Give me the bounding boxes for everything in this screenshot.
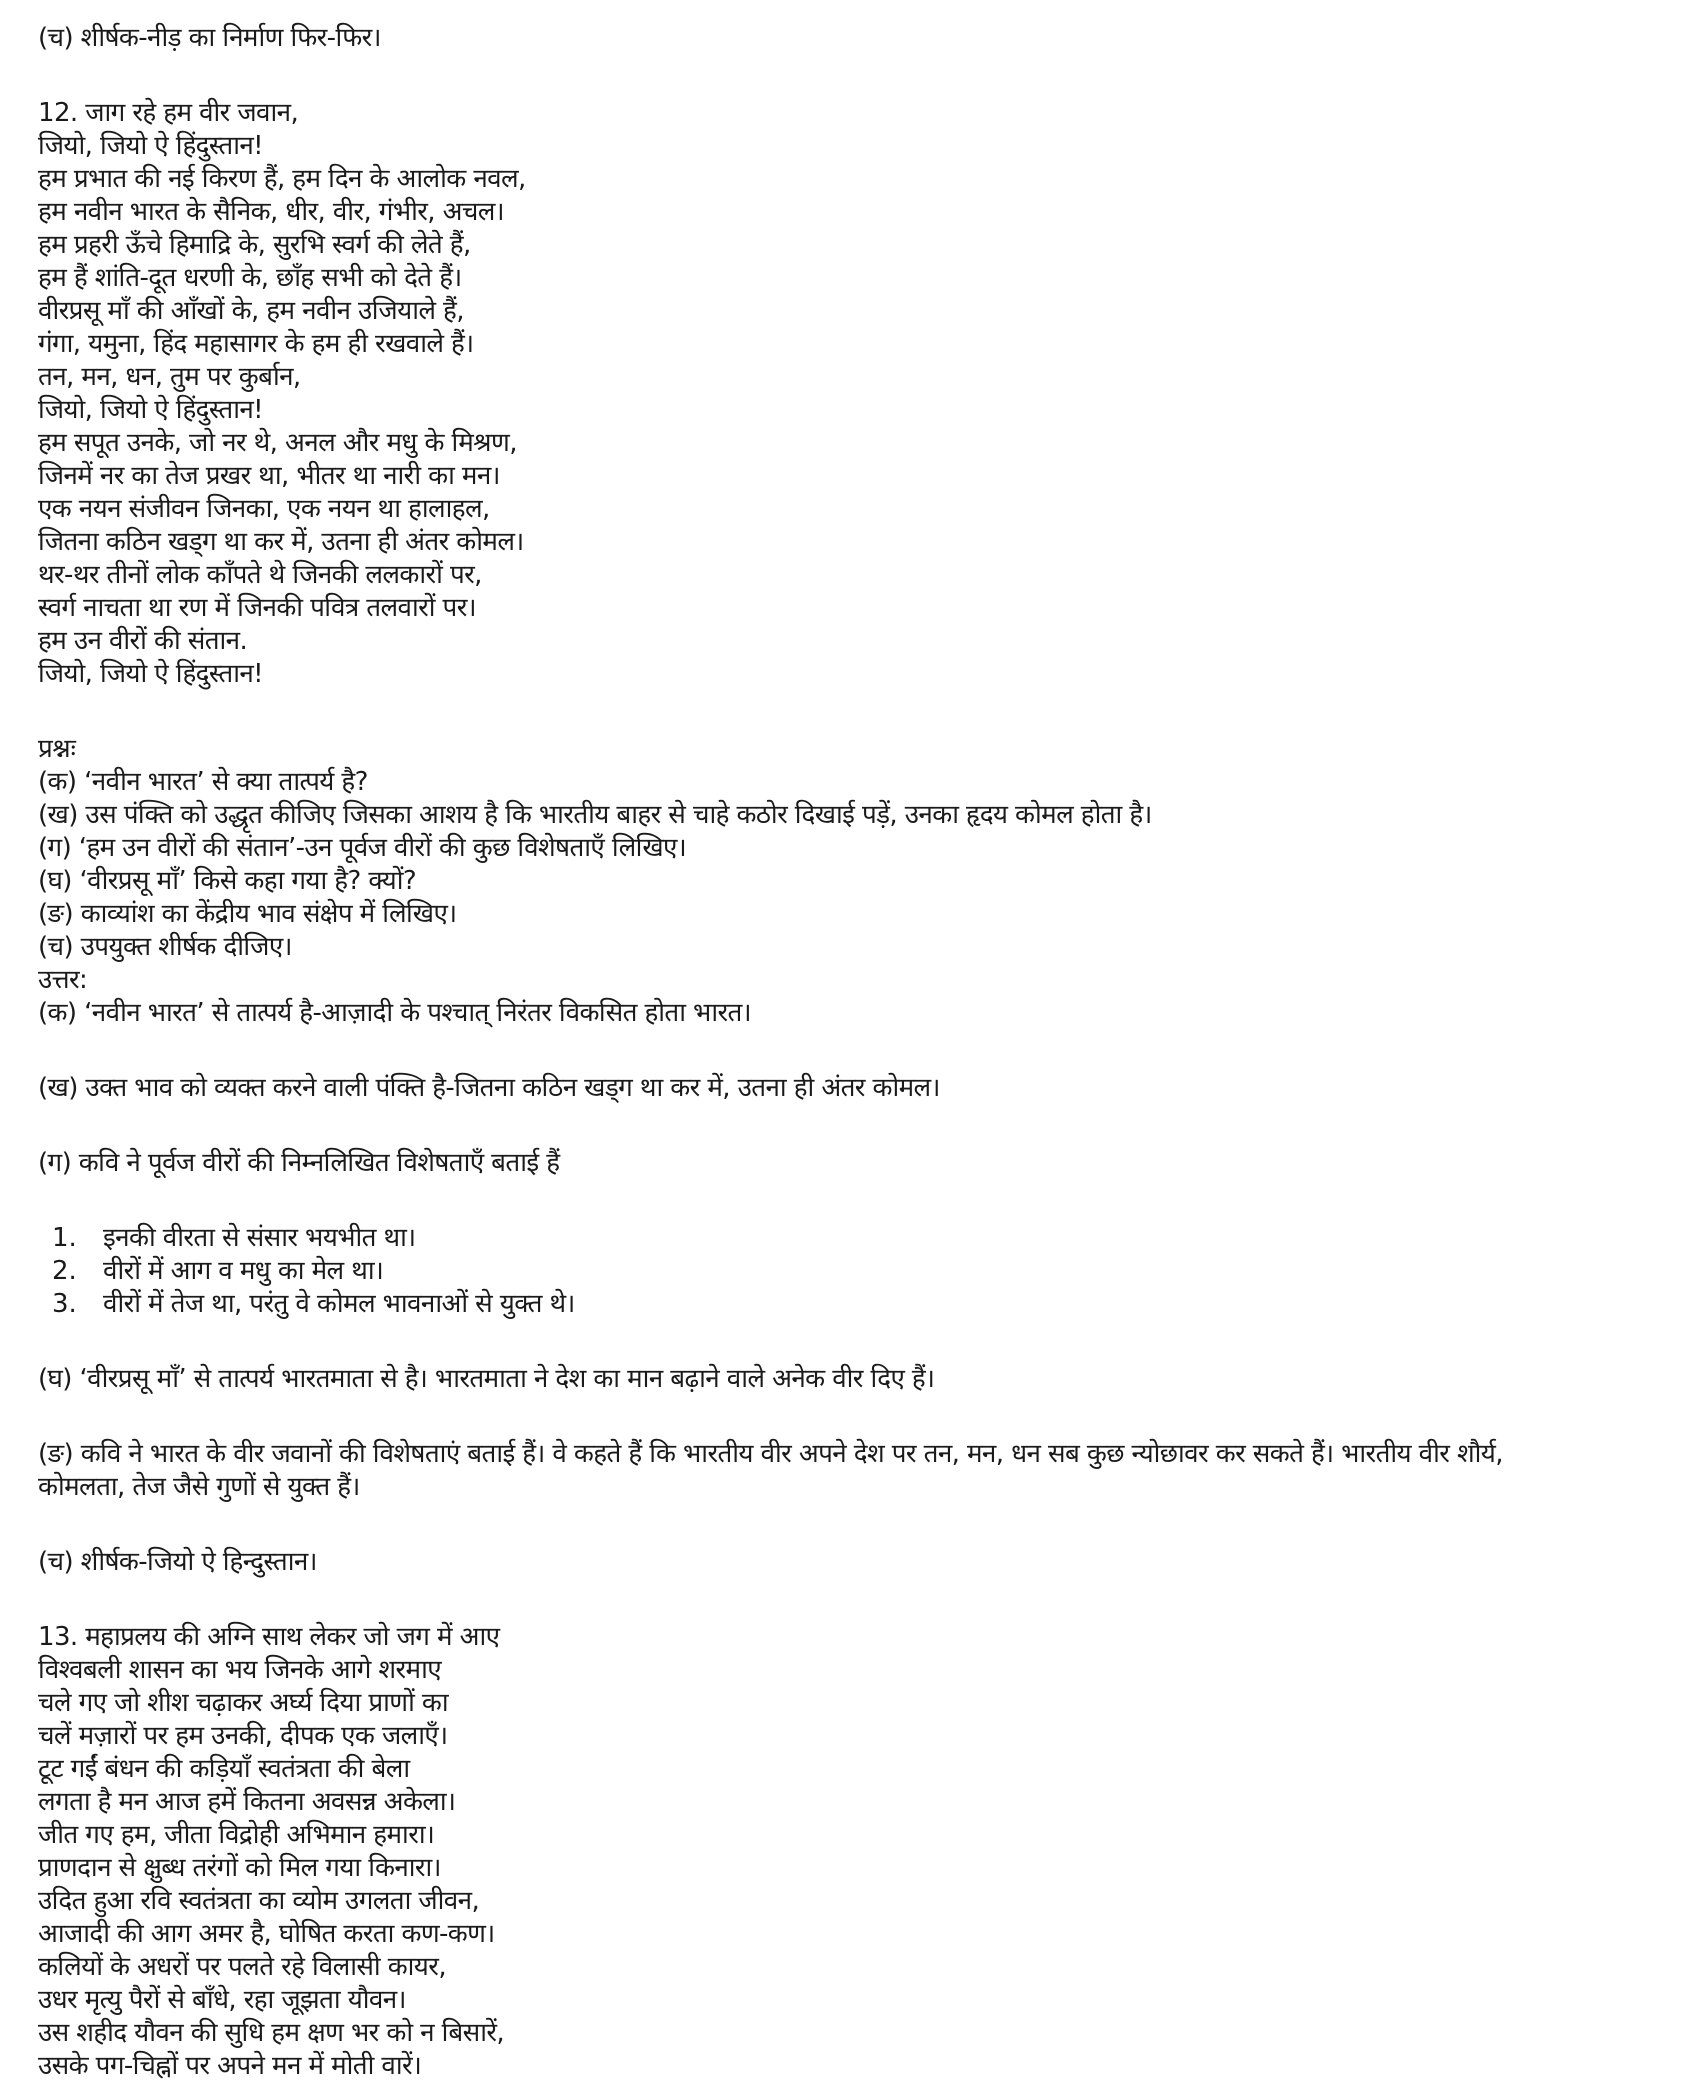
poem-line: जितना कठिन खड्ग था कर में, उतना ही अंतर कोमल। xyxy=(38,527,524,557)
poem-line: उस शहीद यौवन की सुधि हम क्षण भर को न बिसारें, xyxy=(38,2018,505,2048)
poem-line: 12. जाग रहे हम वीर जवान, xyxy=(38,98,299,128)
answer-gha: (घ) ‘वीरप्रसू माँ’ से तात्पर्य भारतमाता से है। भारतमाता ने देश का मान बढ़ाने वाले अनेक वीर दिए हैं। xyxy=(38,1364,935,1394)
answer-kha: (ख) उक्त भाव को व्यक्त करने वाली पंक्ति है-जितना कठिन खड्ग था कर में, उतना ही अंतर कोमल। xyxy=(38,1073,940,1103)
poem-line: जियो, जियो ऐ हिंदुस्तान! xyxy=(38,131,263,161)
question-item: (च) उपयुक्त शीर्षक दीजिए। xyxy=(38,932,292,962)
poem-line: जीत गए हम, जीता विद्रोही अभिमान हमारा। xyxy=(38,1820,435,1850)
poem-line: हम प्रहरी ऊँचे हिमाद्रि के, सुरभि स्वर्ग की लेते हैं, xyxy=(38,230,471,260)
poem-line: एक नयन संजीवन जिनका, एक नयन था हालाहल, xyxy=(38,494,490,524)
list-item-text: वीरों में आग व मधु का मेल था। xyxy=(103,1256,384,1286)
poem-line: टूट गईं बंधन की कड़ियाँ स्वतंत्रता की बेला xyxy=(38,1754,410,1784)
answers-heading: उत्तर: xyxy=(38,965,88,995)
poem-line: जियो, जियो ऐ हिंदुस्तान! xyxy=(38,659,263,689)
list-item-number: 3. xyxy=(52,1289,77,1319)
list-item-text: इनकी वीरता से संसार भयभीत था। xyxy=(103,1223,416,1253)
answer-cha: (च) शीर्षक-जियो ऐ हिन्दुस्तान। xyxy=(38,1547,317,1577)
question-item: (घ) ‘वीरप्रसू माँ’ किसे कहा गया है? क्यों? xyxy=(38,866,417,896)
poem-line: कलियों के अधरों पर पलते रहे विलासी कायर, xyxy=(38,1952,446,1982)
poem-line: उदित हुआ रवि स्वतंत्रता का व्योम उगलता जीवन, xyxy=(38,1886,480,1916)
poem-line: प्राणदान से क्षुब्ध तरंगों को मिल गया किनारा। xyxy=(38,1853,441,1883)
poem-line: चलें मज़ारों पर हम उनकी, दीपक एक जलाएँ। xyxy=(38,1721,448,1751)
questions-heading: प्रश्नः xyxy=(38,734,76,764)
poem-line: हम प्रभात की नई किरण हैं, हम दिन के आलोक नवल, xyxy=(38,164,526,194)
answer-nga-line-2: कोमलता, तेज जैसे गुणों से युक्त हैं। xyxy=(38,1472,360,1502)
poem-line: 13. महाप्रलय की अग्नि साथ लेकर जो जग में आए xyxy=(38,1622,500,1652)
previous-title-answer: (च) शीर्षक-नीड़ का निर्माण फिर-फिर। xyxy=(38,23,381,53)
answer-ka: (क) ‘नवीन भारत’ से तात्पर्य है-आज़ादी के पश्चात् निरंतर विकसित होता भारत। xyxy=(38,998,751,1028)
poem-line: जिनमें नर का तेज प्रखर था, भीतर था नारी का मन। xyxy=(38,461,500,491)
poem-line: हम उन वीरों की संतान. xyxy=(38,626,248,656)
question-item: (ग) ‘हम उन वीरों की संतान’-उन पूर्वज वीरों की कुछ विशेषताएँ लिखिए। xyxy=(38,833,687,863)
poem-line: लगता है मन आज हमें कितना अवसन्न अकेला। xyxy=(38,1787,456,1817)
poem-line: हम सपूत उनके, जो नर थे, अनल और मधु के मिश्रण, xyxy=(38,428,517,458)
poem-line: तन, मन, धन, तुम पर कुर्बान, xyxy=(38,362,301,392)
poem-line: हम हैं शांति-दूत धरणी के, छाँह सभी को देते हैं। xyxy=(38,263,462,293)
poem-line: उसके पग-चिह्नों पर अपने मन में मोती वारें। xyxy=(38,2051,422,2081)
poem-line: थर-थर तीनों लोक काँपते थे जिनकी ललकारों पर, xyxy=(38,560,482,590)
answer-ga: (ग) कवि ने पूर्वज वीरों की निम्नलिखित विशेषताएँ बताई हैं xyxy=(38,1148,560,1178)
list-item-text: वीरों में तेज था, परंतु वे कोमल भावनाओं से युक्त थे। xyxy=(103,1289,575,1319)
poem-line: वीरप्रसू माँ की आँखों के, हम नवीन उजियाले हैं, xyxy=(38,296,464,326)
answer-nga-line-1: (ङ) कवि ने भारत के वीर जवानों की विशेषताएं बताई हैं। वे कहते हैं कि भारतीय वीर अपने देश पर तन, मन, धन सब कुछ न्योछावर कर सकते हैं। भारतीय वीर शौर्य, xyxy=(38,1439,1503,1469)
question-item: (ङ) काव्यांश का केंद्रीय भाव संक्षेप में लिखिए। xyxy=(38,899,457,929)
poem-line: उधर मृत्यु पैरों से बाँधे, रहा जूझता यौवन। xyxy=(38,1985,406,2015)
poem-line: स्वर्ग नाचता था रण में जिनकी पवित्र तलवारों पर। xyxy=(38,593,477,623)
list-item-number: 2. xyxy=(52,1256,77,1286)
poem-line: जियो, जियो ऐ हिंदुस्तान! xyxy=(38,395,263,425)
list-item-number: 1. xyxy=(52,1223,77,1253)
poem-line: गंगा, यमुना, हिंद महासागर के हम ही रखवाले हैं। xyxy=(38,329,474,359)
poem-line: चले गए जो शीश चढ़ाकर अर्घ्य दिया प्राणों का xyxy=(38,1688,448,1718)
question-item: (ख) उस पंक्ति को उद्धृत कीजिए जिसका आशय है कि भारतीय बाहर से चाहे कठोर दिखाई पड़ें, उनका हृदय कोमल होता है। xyxy=(38,800,1152,830)
question-item: (क) ‘नवीन भारत’ से क्या तात्पर्य है? xyxy=(38,767,368,797)
poem-line: आजादी की आग अमर है, घोषित करता कण-कण। xyxy=(38,1919,495,1949)
poem-line: विश्वबली शासन का भय जिनके आगे शरमाए xyxy=(38,1655,441,1685)
poem-line: हम नवीन भारत के सैनिक, धीर, वीर, गंभीर, अचल। xyxy=(38,197,505,227)
